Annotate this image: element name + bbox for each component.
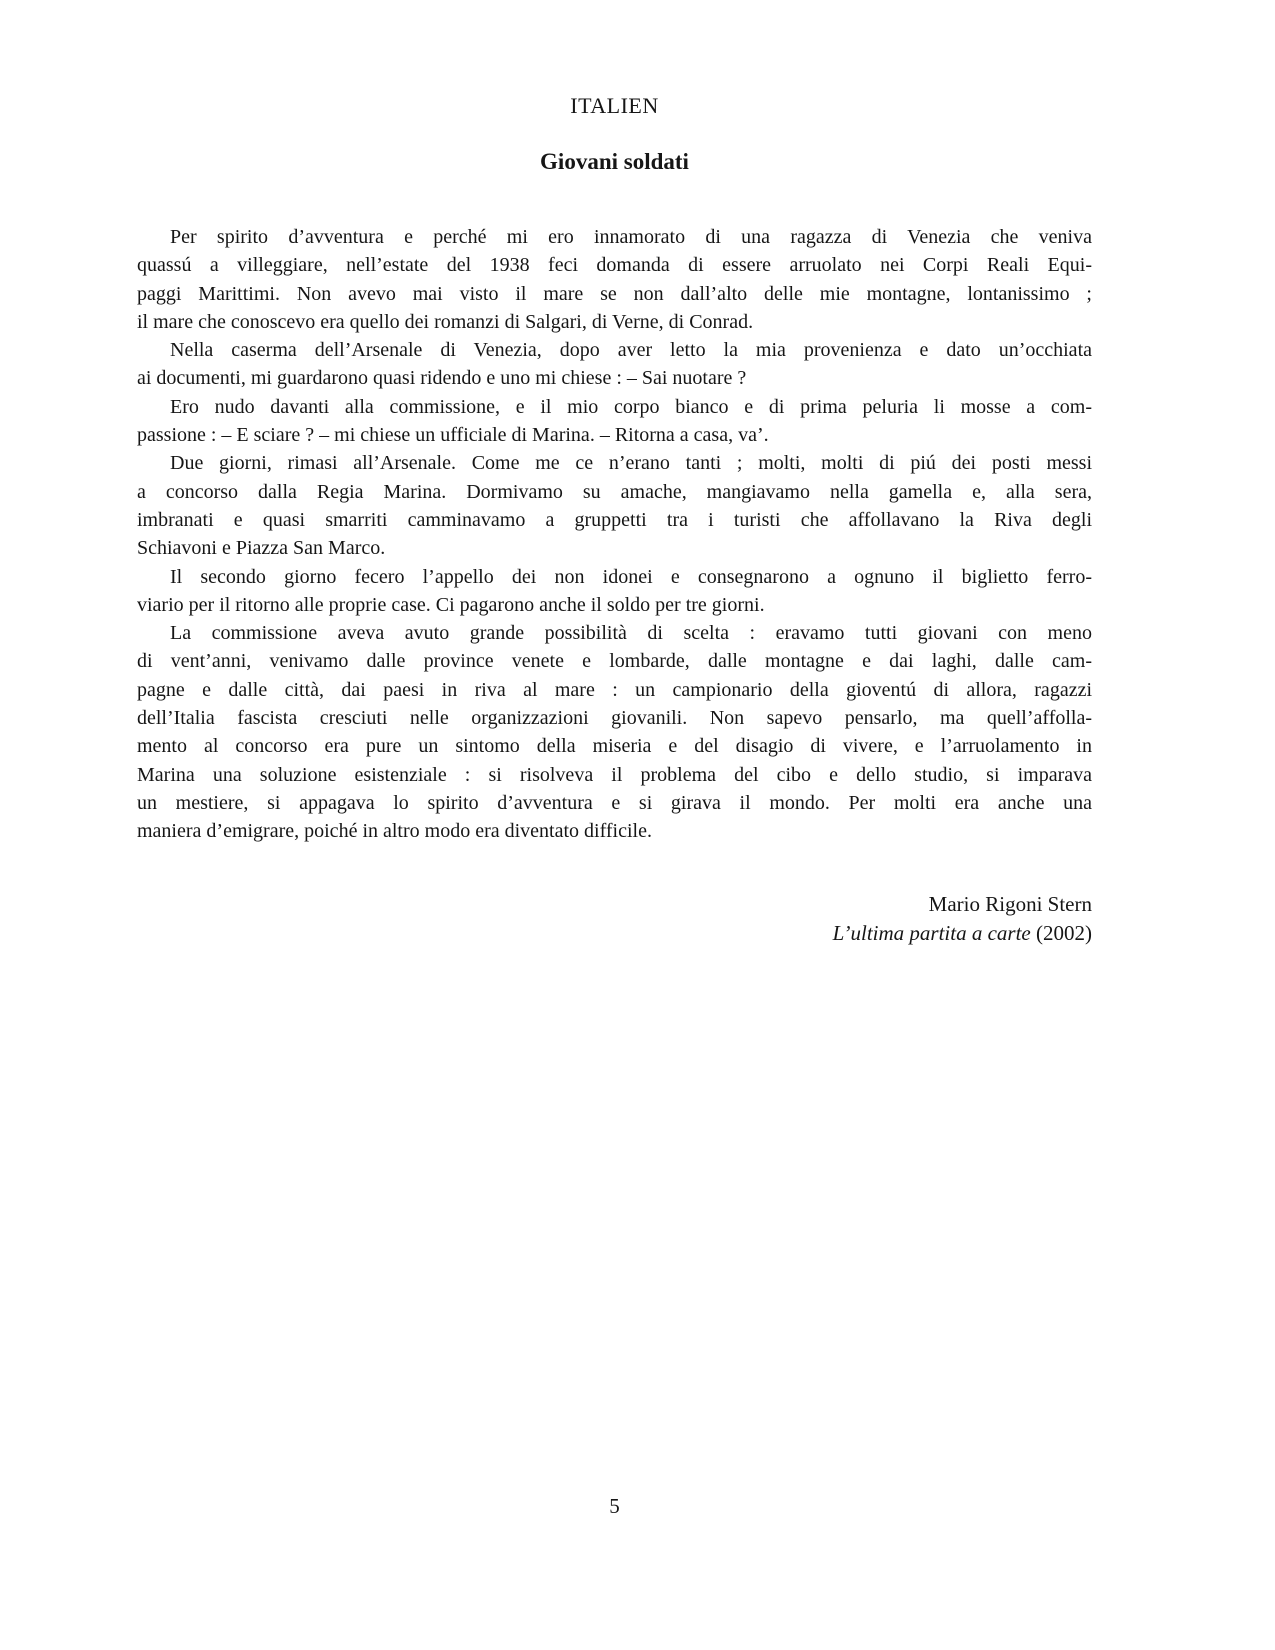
paragraph	[137, 336, 1092, 393]
text-line: La commissione aveva avuto grande possibilità di scelta : eravamo tutti giovani con meno	[170, 622, 1092, 645]
work-title: L’ultima partita a carte	[832, 920, 1031, 945]
paragraph	[137, 449, 1092, 562]
text-line: di vent’anni, venivamo dalle province venete e lombarde, dalle montagne e dai laghi, dalle cam-	[137, 650, 1092, 673]
text-line: mento al concorso era pure un sintomo della miseria e del disagio di vivere, e l’arruolamento in	[137, 735, 1092, 758]
work-reference	[137, 919, 1092, 948]
text-line: Due giorni, rimasi all’Arsenale. Come me ce n’erano tanti ; molti, molti di piú dei posti messi	[170, 452, 1092, 475]
subject-header: ITALIEN	[570, 93, 659, 118]
text-block	[137, 93, 1092, 948]
text-line: maniera d’emigrare, poiché in altro modo era diventato difficile.	[137, 820, 652, 843]
text-line: pagne e dalle città, dai paesi in riva al mare : un campionario della gioventú di allora, ragazzi	[137, 678, 1092, 701]
work-year: (2002)	[1036, 920, 1092, 945]
text-line: viario per il ritorno alle proprie case. Ci pagarono anche il soldo per tre giorni.	[137, 593, 765, 616]
text-line: ai documenti, mi guardarono quasi ridendo e uno mi chiese : – Sai nuotare ?	[137, 367, 747, 390]
text-line: Marina una soluzione esistenziale : si risolveva il problema del cibo e dello studio, si imparava	[137, 763, 1092, 786]
text-line: Ero nudo davanti alla commissione, e il mio corpo bianco e di prima peluria li mosse a com-	[170, 395, 1092, 418]
author-name: Mario Rigoni Stern	[928, 891, 1092, 916]
paragraph	[137, 563, 1092, 620]
paragraph	[137, 619, 1092, 845]
passage-body	[137, 223, 1092, 846]
text-line: passione : – E sciare ? – mi chiese un ufficiale di Marina. – Ritorna a casa, va’.	[137, 424, 769, 447]
text-line: Nella caserma dell’Arsenale di Venezia, dopo aver letto la mia provenienza e dato un’occhiata	[170, 339, 1092, 362]
text-line: Il secondo giorno fecero l’appello dei non idonei e consegnarono a ognuno il biglietto ferro-	[170, 565, 1092, 588]
text-line: un mestiere, si appagava lo spirito d’avventura e si girava il mondo. Per molti era anche una	[137, 791, 1092, 814]
text-line: Per spirito d’avventura e perché mi ero innamorato di una ragazza di Venezia che veniva	[170, 226, 1092, 248]
text-line: a concorso dalla Regia Marina. Dormivamo su amache, mangiavamo nella gamella e, alla sera,	[137, 480, 1092, 503]
text-line: il mare che conoscevo era quello dei romanzi di Salgari, di Verne, di Conrad.	[137, 310, 754, 333]
text-line: Schiavoni e Piazza San Marco.	[137, 537, 386, 560]
passage-title: Giovani soldati	[540, 149, 689, 174]
page-number: 5	[609, 1494, 620, 1518]
text-line: quassú a villeggiare, nell’estate del 1938 feci domanda di essere arruolato nei Corpi Reali Equi-	[137, 254, 1092, 277]
attribution	[137, 890, 1092, 948]
text-line: imbranati e quasi smarriti camminavamo a gruppetti tra i turisti che affollavano la Riva degli	[137, 508, 1092, 531]
text-line: paggi Marittimi. Non avevo mai visto il mare se non dall’alto delle mie montagne, lontanissimo ;	[137, 282, 1092, 305]
paragraph	[137, 223, 1092, 336]
paragraph	[137, 393, 1092, 450]
text-line: dell’Italia fascista cresciuti nelle organizzazioni giovanili. Non sapevo pensarlo, ma quell’affolla-	[137, 707, 1092, 730]
